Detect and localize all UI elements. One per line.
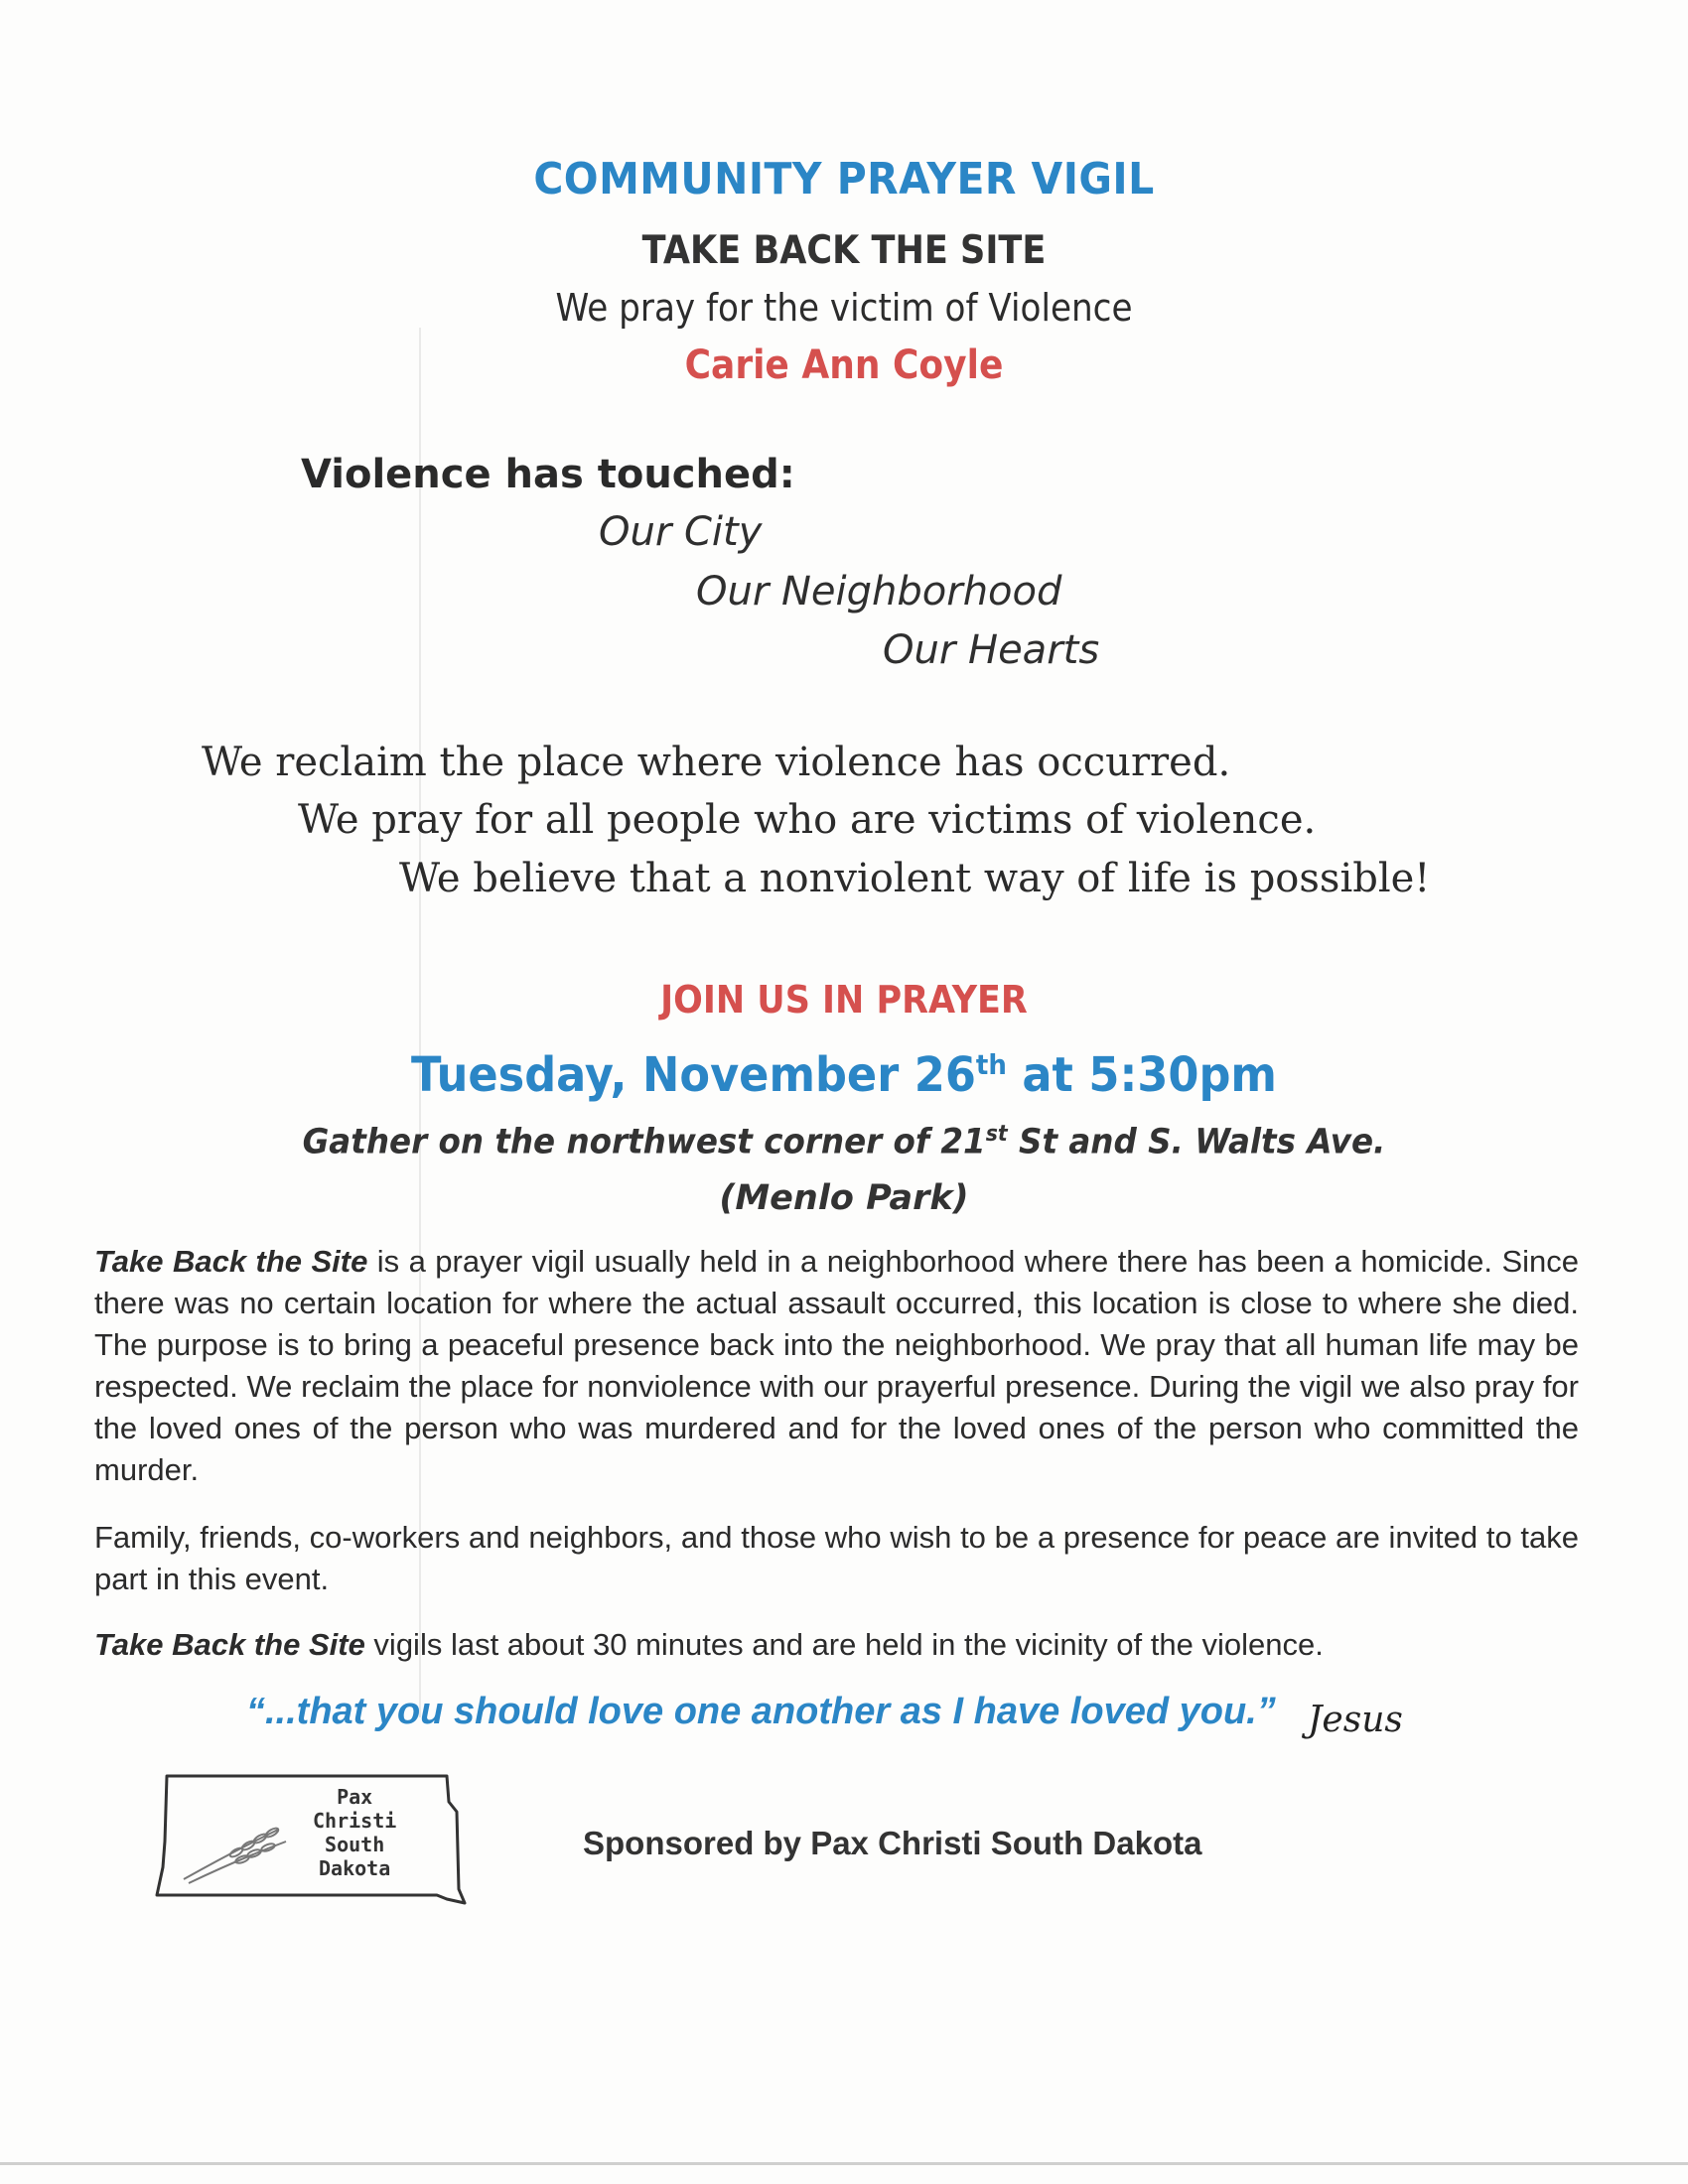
paragraph-text: is a prayer vigil usually held in a neighborhood where there has been a homicide. Since there was no certain location for where the actual assault occurred, this location is close to where she died. The purpose is to bring a peaceful presence back into the neighborhood. We pray that all human life may be respected. We reclaim the place for nonviolence with our prayerful presence. During the vigil we also pray for the loved ones of the person who was murdered and for the loved ones of the person who committed the murder. [94, 1244, 1580, 1487]
scan-bottom-edge [0, 2162, 1688, 2165]
duration-paragraph [94, 1624, 1579, 1666]
prayer-line: We pray for the victim of Violence [555, 286, 1133, 330]
logo-text [313, 1785, 396, 1880]
paragraph-lead: Take Back the Site [94, 1627, 365, 1662]
event-date-ordinal: th [975, 1048, 1007, 1081]
reclaim-line-3: We believe that a nonviolent way of life is possible! [399, 856, 1431, 901]
touched-heading: Violence has touched: [301, 452, 795, 497]
gather-prefix: Gather on the northwest corner of 21 [302, 1122, 986, 1162]
page-title: COMMUNITY PRAYER VIGIL [533, 154, 1155, 205]
scripture-quote: “...that you should love one another as I have loved you.” [246, 1691, 1276, 1732]
gather-suffix: St and S. Walts Ave. [1007, 1122, 1386, 1162]
scan-fold-line [419, 328, 421, 1717]
touched-item-neighborhood: Our Neighborhood [696, 569, 1062, 614]
event-date [60, 1047, 1629, 1103]
pax-christi-logo [149, 1772, 467, 1911]
paragraph-text: vigils last about 30 minutes and are held in the vicinity of the violence. [364, 1627, 1324, 1662]
touched-item-city: Our City [599, 509, 763, 555]
logo-line: Christi [313, 1809, 397, 1833]
invitation-paragraph: Family, friends, co-workers and neighbors, and those who wish to be a presence for peace are invited to take part in this event. [94, 1520, 1579, 1596]
wheat-icon [184, 1827, 286, 1883]
join-heading: JOIN US IN PRAYER [660, 978, 1028, 1022]
description-paragraph [94, 1241, 1579, 1491]
paragraph-lead: Take Back the Site [94, 1244, 368, 1279]
event-time: at 5:30pm [1006, 1047, 1277, 1103]
reclaim-line-2: We pray for all people who are victims of violence. [298, 797, 1317, 843]
reclaim-line-1: We reclaim the place where violence has occurred. [202, 740, 1231, 785]
logo-line: Dakota [319, 1856, 391, 1880]
logo-line: South [325, 1833, 385, 1856]
quote-attribution: Jesus [1308, 1700, 1403, 1740]
sponsor-line: Sponsored by Pax Christi South Dakota [583, 1825, 1202, 1861]
south-dakota-outline-icon [149, 1772, 467, 1911]
victim-name: Carie Ann Coyle [684, 342, 1004, 388]
park-name: (Menlo Park) [719, 1178, 969, 1218]
event-date-main: Tuesday, November 26 [411, 1047, 976, 1103]
gather-location [60, 1122, 1629, 1162]
subtitle: TAKE BACK THE SITE [641, 228, 1047, 273]
gather-ordinal: st [985, 1122, 1008, 1147]
touched-item-hearts: Our Hearts [883, 627, 1100, 673]
logo-line: Pax [337, 1785, 373, 1809]
